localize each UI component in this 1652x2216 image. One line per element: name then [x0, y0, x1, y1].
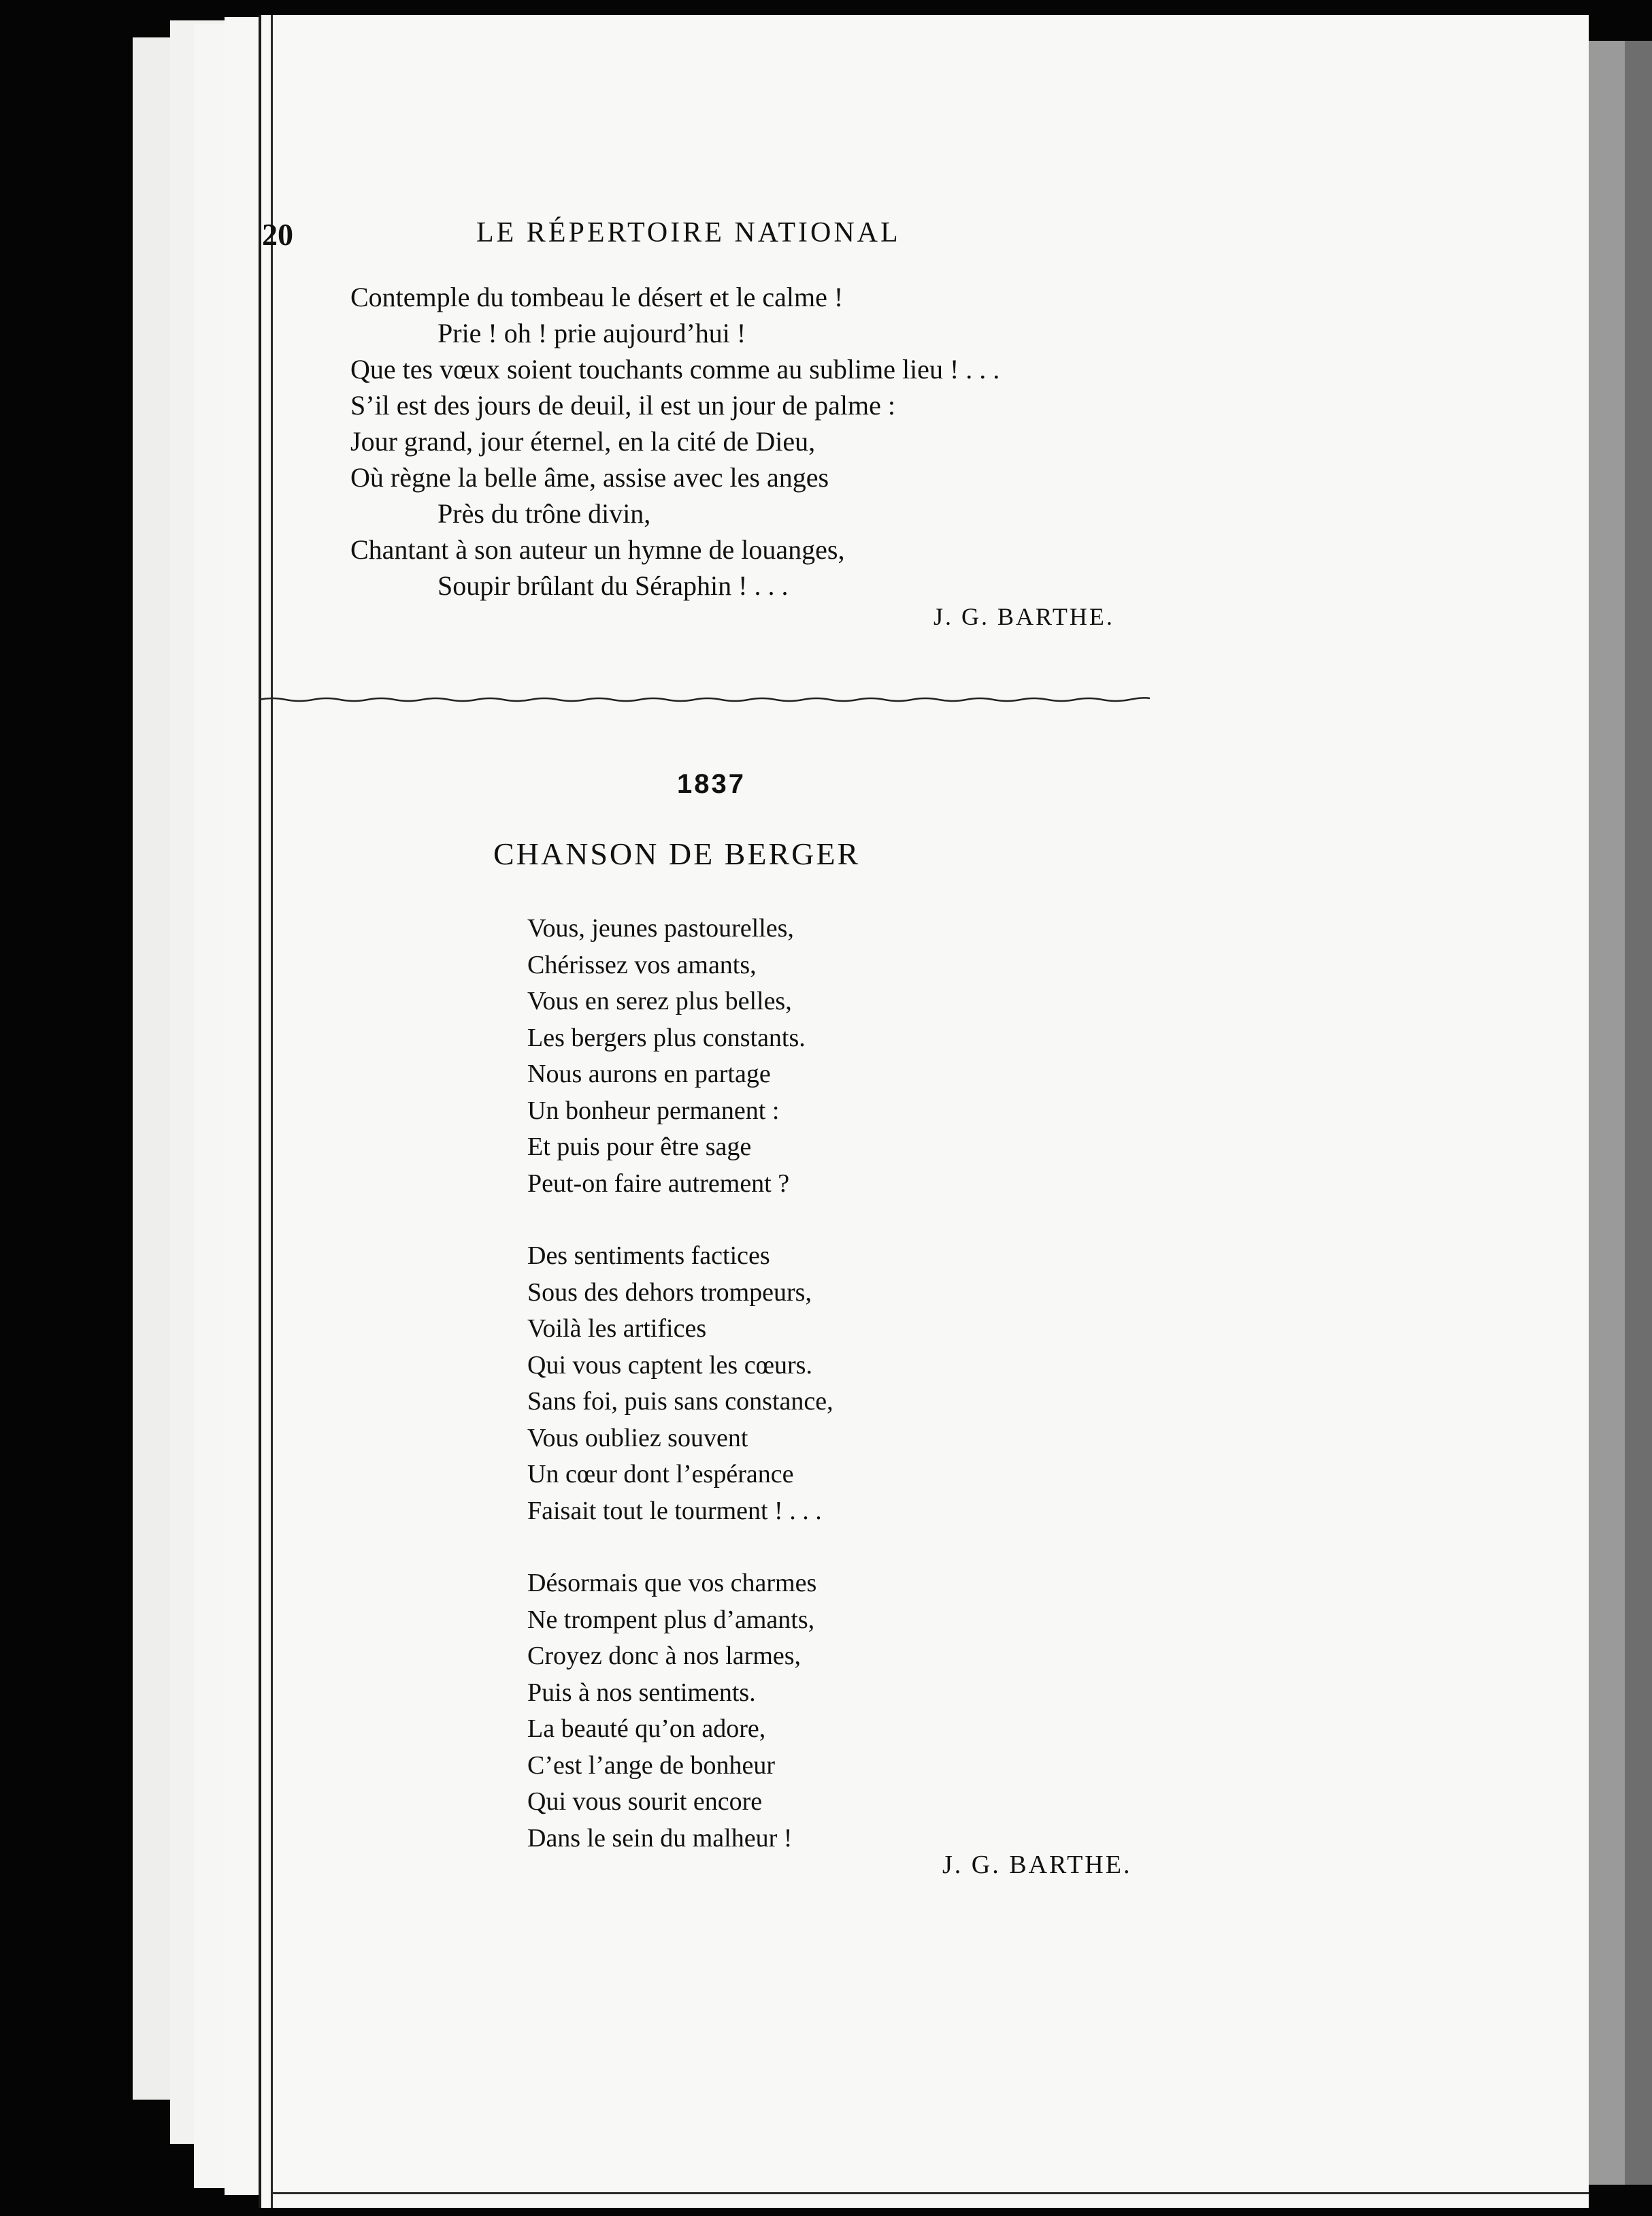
verse-line: Prie ! oh ! prie aujourd’hui !	[437, 318, 746, 348]
page-number: 20	[262, 217, 293, 252]
verse-line: Des sentiments factices	[527, 1241, 770, 1270]
verse-line: Qui vous captent les cœurs.	[527, 1350, 812, 1380]
verse-line: Vous, jeunes pastourelles,	[527, 914, 794, 943]
verse-line: Un cœur dont l’espérance	[527, 1460, 794, 1488]
poem-year: 1837	[677, 769, 746, 799]
verse-line: Vous en serez plus belles,	[527, 987, 792, 1015]
verse-line: Contemple du tombeau le désert et le calme !	[350, 282, 844, 312]
verse-line: Un bonheur permanent :	[527, 1096, 780, 1125]
page-border-line	[271, 2192, 1589, 2194]
verse-line: Et puis pour être sage	[527, 1133, 752, 1161]
section-divider	[259, 696, 1150, 702]
verse-line: S’il est des jours de deuil, il est un jour de palme :	[350, 390, 895, 421]
verse-line: Où règne la belle âme, assise avec les anges	[350, 462, 829, 493]
verse-line: Qui vous sourit encore	[527, 1787, 763, 1816]
stanza-break	[527, 1202, 833, 1238]
right-page-shadow	[1587, 41, 1625, 2185]
poem-title: CHANSON DE BERGER	[493, 836, 861, 871]
poem-body	[527, 911, 833, 1857]
stanza-break	[527, 1529, 833, 1565]
verse-line: Voilà les artifices	[527, 1314, 707, 1343]
verse-line: Nous aurons en partage	[527, 1060, 771, 1088]
verse-line: Jour grand, jour éternel, en la cité de Dieu,	[350, 426, 816, 457]
verse-line: Dans le sein du malheur !	[527, 1823, 793, 1853]
verse-line: Ne trompent plus d’amants,	[527, 1605, 815, 1634]
verse-line: Que tes vœux soient touchants comme au sublime lieu ! . . .	[350, 354, 1000, 385]
verse-line: Vous oubliez souvent	[527, 1423, 748, 1452]
verse-line: Puis à nos sentiments.	[527, 1678, 756, 1707]
previous-poem-author: J. G. BARTHE.	[934, 603, 1114, 630]
running-title: LE RÉPERTOIRE NATIONAL	[476, 217, 901, 248]
verse-line: Les bergers plus constants.	[527, 1023, 806, 1052]
verse-line: Désormais que vos charmes	[527, 1569, 817, 1597]
verse-line: Chantant à son auteur un hymne de louanges,	[350, 534, 845, 565]
poem-author: J. G. BARTHE.	[942, 1851, 1132, 1879]
verse-line: Sous des dehors trompeurs,	[527, 1277, 812, 1307]
verse-line: La beauté qu’on adore,	[527, 1714, 766, 1743]
verse-line: Chérissez vos amants,	[527, 950, 757, 979]
verse-line: Faisait tout le tourment ! . . .	[527, 1496, 822, 1525]
verse-line: Sans foi, puis sans constance,	[527, 1387, 833, 1416]
verse-line: Croyez donc à nos larmes,	[527, 1642, 802, 1670]
verse-line: Peut-on faire autrement ?	[527, 1169, 790, 1198]
previous-poem-ending	[350, 279, 1000, 604]
verse-line: Près du trône divin,	[437, 498, 651, 529]
verse-line: C’est l’ange de bonheur	[527, 1750, 776, 1780]
verse-line: Soupir brûlant du Séraphin ! . . .	[437, 570, 789, 601]
page-border-line	[271, 15, 273, 2208]
